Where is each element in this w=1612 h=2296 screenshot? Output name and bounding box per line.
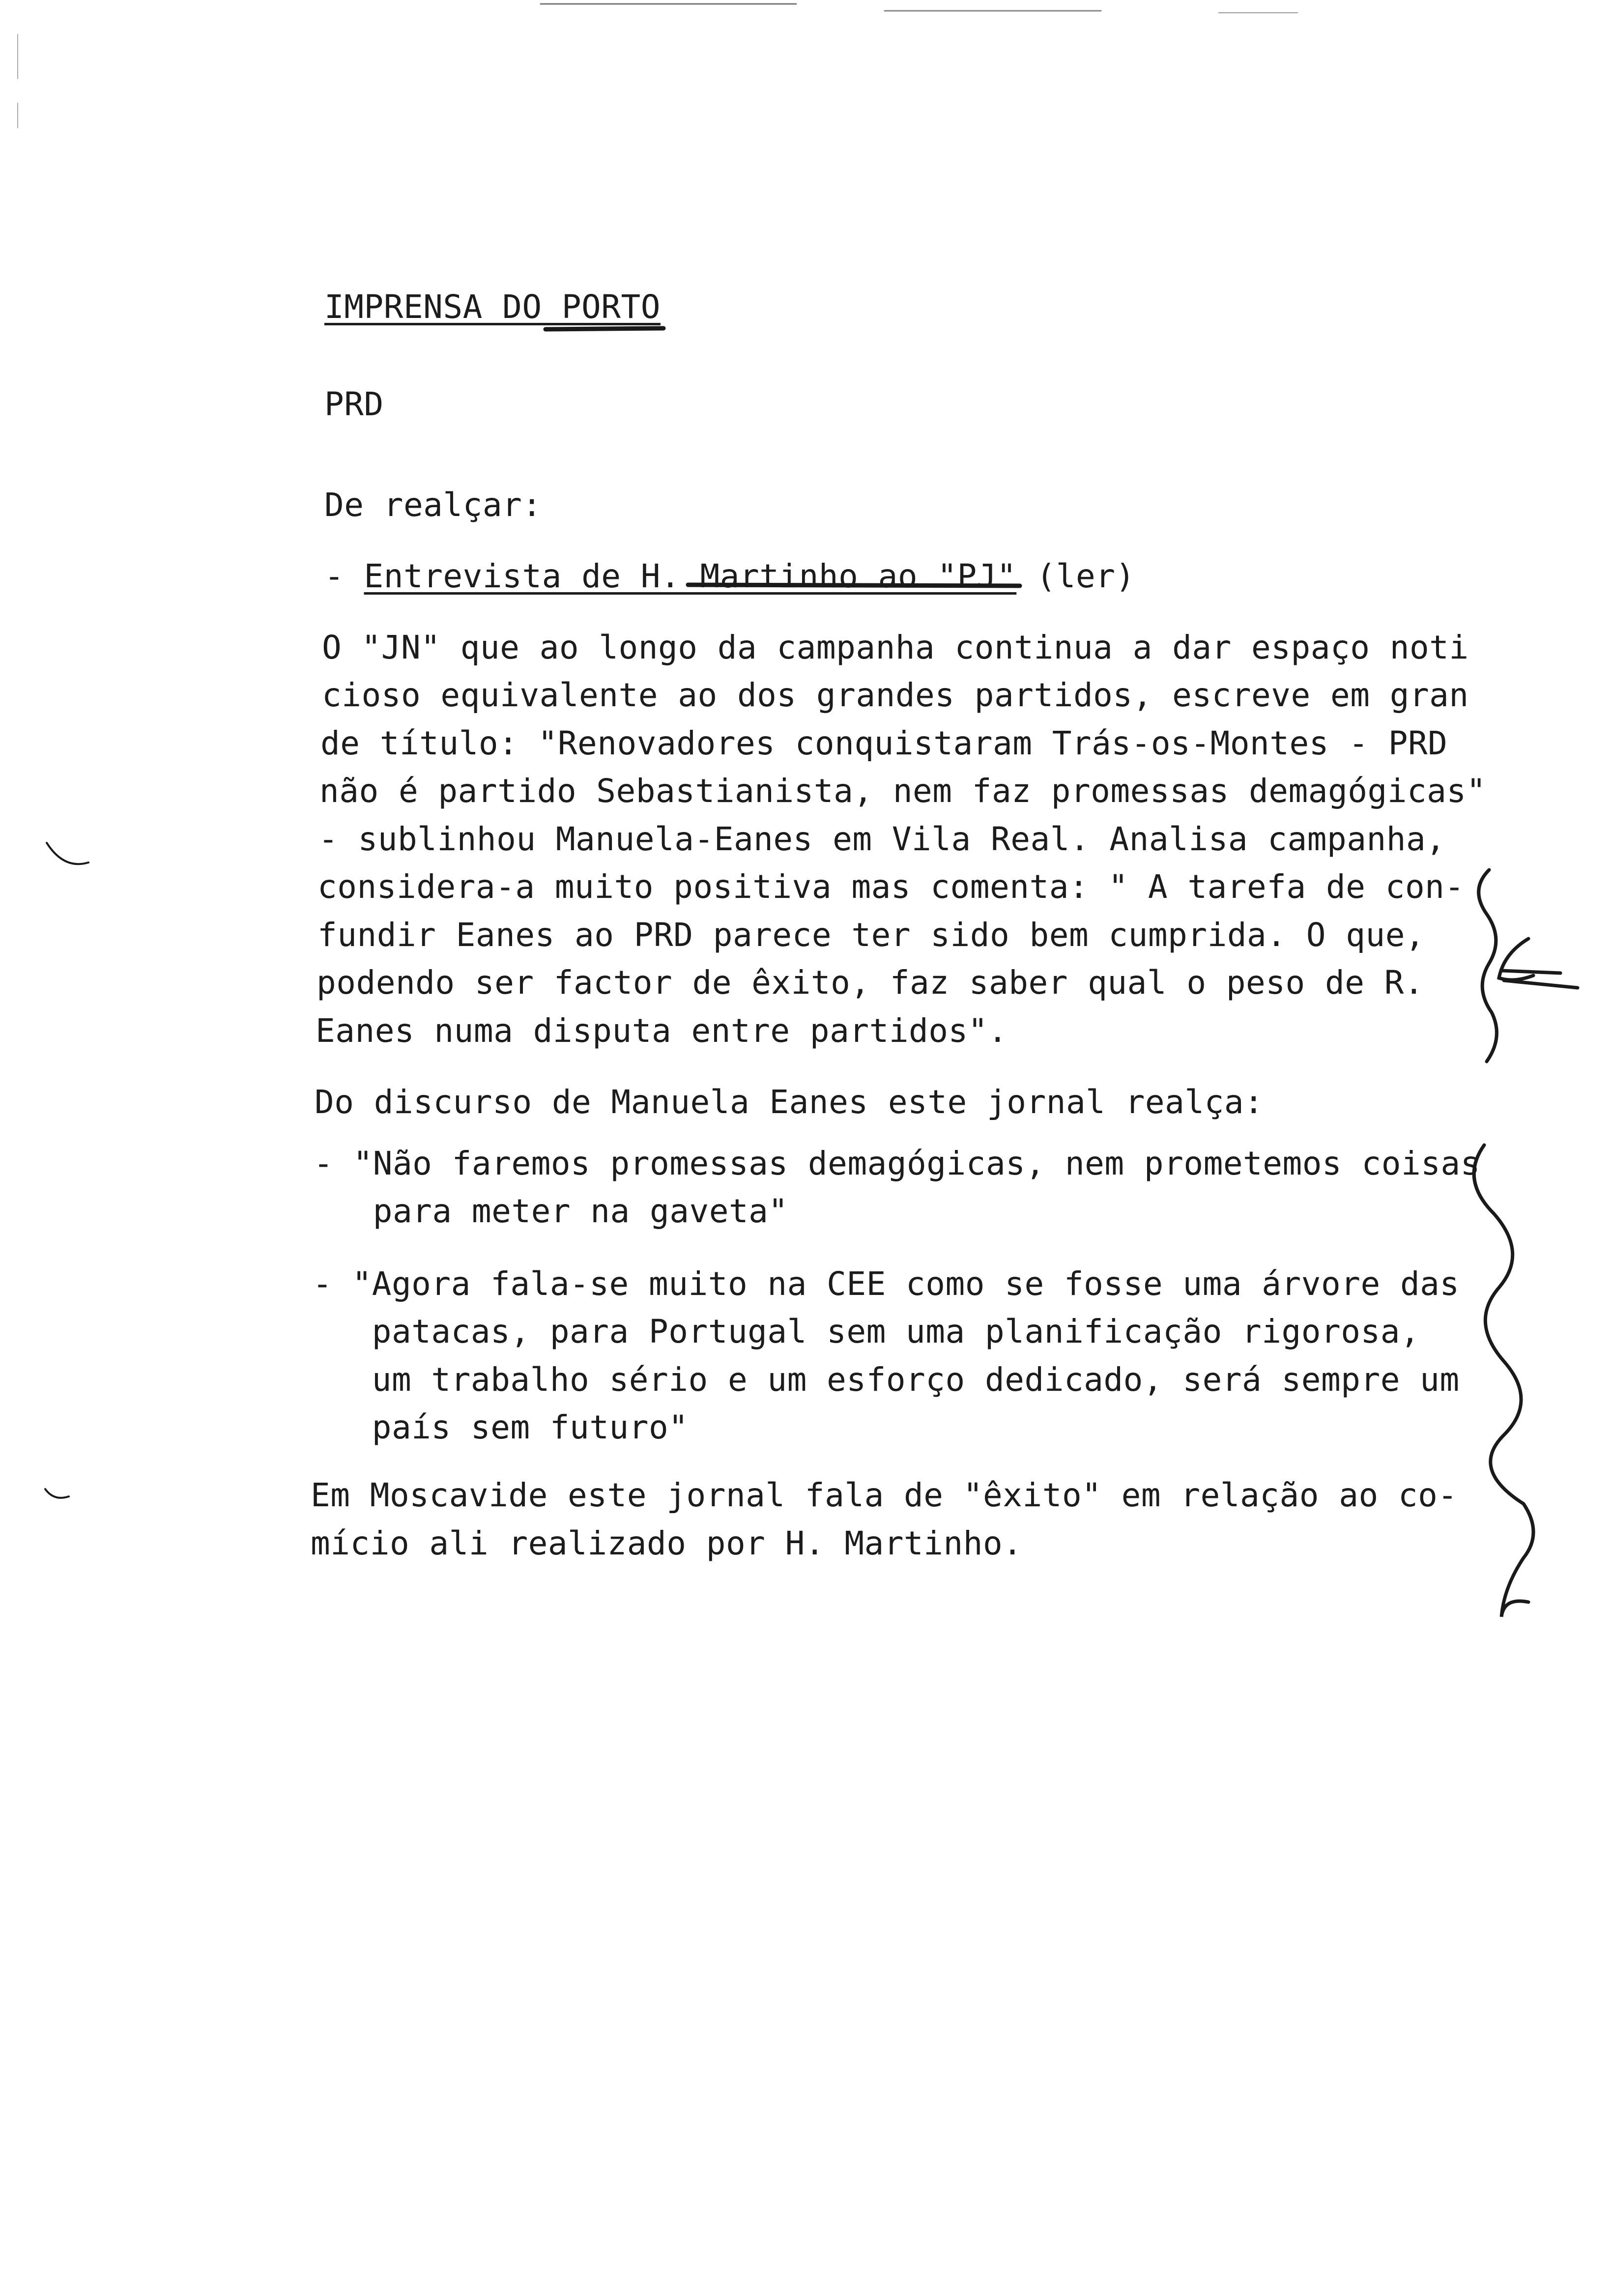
para1-line: considera-a muito positiva mas comenta: " A tarefa de con- (317, 868, 1465, 906)
interview-reference: Entrevista de H. Martinho ao "PJ" (364, 557, 1017, 595)
quote2-line: patacas, para Portugal sem uma planificação rigorosa, (313, 1313, 1420, 1350)
para1-line: Eanes numa disputa entre partidos". (316, 1012, 1008, 1050)
arrow-mark (1499, 939, 1578, 988)
section-label: PRD (324, 385, 384, 423)
quote1-line: - "Não faremos promessas demagógicas, nem prometemos coisas (314, 1145, 1480, 1182)
quote2-line: país sem futuro" (313, 1408, 689, 1446)
document-heading: IMPRENSA DO PORTO (324, 288, 661, 326)
para1-line: cioso equivalente ao dos grandes partidos, escreve em gran (322, 676, 1469, 714)
para2-line: Do discurso de Manuela Eanes este jornal realça: (315, 1083, 1264, 1121)
para3-line: mício ali realizado por H. Martinho. (311, 1524, 1023, 1562)
para1-line: não é partido Sebastianista, nem faz promessas demagógicas" (319, 772, 1486, 810)
quote1-line: para meter na gaveta" (314, 1192, 788, 1230)
para1-line: - sublinhou Manuela-Eanes em Vila Real. Analisa campanha, (318, 820, 1446, 858)
para3-line: Em Moscavide este jornal fala de "êxito" em relação ao co- (311, 1476, 1458, 1514)
item-prefix: - (324, 557, 364, 595)
brace-mark (1479, 870, 1497, 1062)
quote2-line: - "Agora fala-se muito na CEE como se fosse uma árvore das (313, 1265, 1460, 1303)
para1-line: O "JN" que ao longo da campanha continua a dar espaço noti (322, 629, 1469, 666)
wavy-brace-mark (1474, 1145, 1533, 1617)
intro-text: De realçar: (324, 486, 542, 524)
para1-line: podendo ser factor de êxito, faz saber qual o peso de R. (317, 964, 1424, 1002)
para1-line: de título: "Renovadores conquistaram Trás-os-Montes - PRD (320, 724, 1448, 762)
para1-line: fundir Eanes ao PRD parece ter sido bem cumprida. O que, (317, 916, 1425, 954)
read-note: (ler) (1016, 557, 1135, 595)
highlight-item (324, 557, 1135, 595)
quote2-line: um trabalho sério e um esforço dedicado, será sempre um (313, 1361, 1460, 1399)
